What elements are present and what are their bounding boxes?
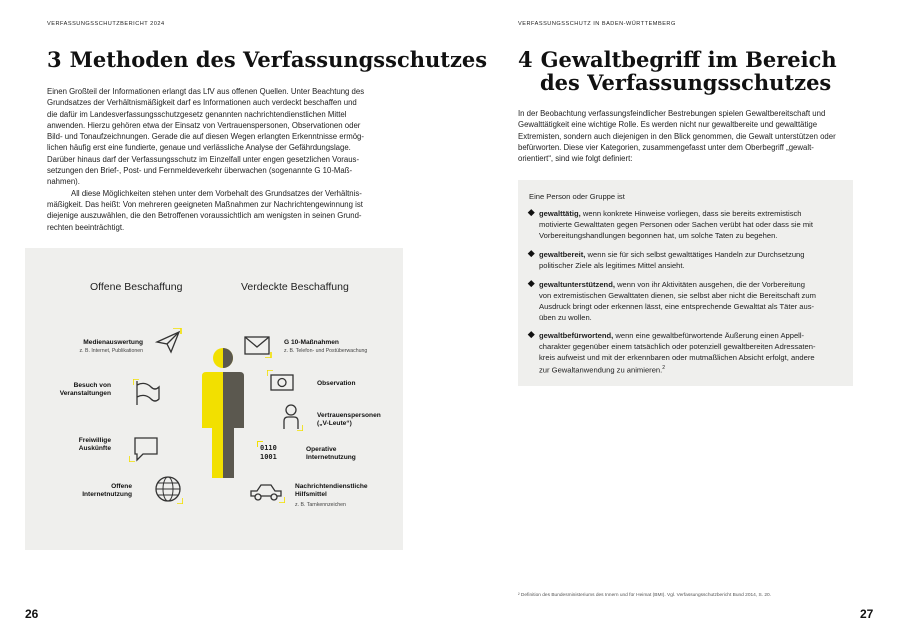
intro-paragraph xyxy=(47,86,392,233)
events-label xyxy=(45,382,111,398)
person-silhouette-icon xyxy=(200,348,246,480)
text-line: Vorbereitungshandlungen begonnen hat, um solche Taten zu begehen. xyxy=(539,231,778,240)
definition-item xyxy=(539,330,839,376)
text-line: Extremisten, sondern auch diejenigen in den Blick genommen, die Gewalt unterstützen oder xyxy=(518,131,836,141)
definition-item xyxy=(539,249,839,271)
text-line: nahmen). xyxy=(47,177,80,187)
text-line: wenn sie für sich selbst gewalttätiges Handeln zur Durchsetzung xyxy=(585,250,805,259)
page-number-right: 27 xyxy=(860,607,874,621)
text-line: Darüber hinaus darf der Verfassungsschutz im Einzelfall unter engen gesetzlichen Voraus- xyxy=(47,154,360,164)
section-title-line: des Verfassungsschutzes xyxy=(540,70,832,95)
label-line: Veranstaltungen xyxy=(59,390,111,398)
text-line: Ausdruck bringt oder erkennen lässt, eine entsprechende Gewalttat als Täter aus- xyxy=(539,302,815,311)
flag-icon xyxy=(133,379,161,407)
covert-procurement-title: Verdeckte Beschaffung xyxy=(241,281,349,293)
text-line: mäßigkeit. Das heißt: Von mehreren geeigneten Maßnahmen zur Nachrichtengewinnung ist xyxy=(47,199,363,209)
section-title: Methoden des Verfassungsschutzes xyxy=(69,47,488,72)
text-line: setzungen den Brief-, Post- und Fernmeldeverkehr überwachen (sogenannte G 10-Maß- xyxy=(47,166,353,176)
text-line: orientiert“, sind wie folgt definiert: xyxy=(518,154,633,164)
text-line: lichen häufig erst eine fundierte, genaue und verlässliche Analyse der Gefährdungslage. xyxy=(47,143,351,153)
text-line: befürworten. Diese vier Kategorien, zusammengefasst unter dem Oberbegriff „gewalt- xyxy=(518,142,814,152)
text-line: All diese Möglichkeiten stehen unter dem Vorbehalt des Grundsatzes der Verhältnis- xyxy=(71,188,362,198)
operative-internet-label xyxy=(306,446,356,462)
bullet-diamond-icon xyxy=(528,250,534,256)
running-header-right: VERFASSUNGSSCHUTZ IN BADEN-WÜRTTEMBERG xyxy=(518,21,676,27)
label-line: Freiwillige xyxy=(78,437,111,444)
camera-icon xyxy=(267,370,297,394)
text-line: rechten beeinträchtigt. xyxy=(47,222,125,232)
bullet-diamond-icon xyxy=(528,331,534,337)
bullet-diamond-icon xyxy=(528,209,534,215)
text-line: politischer Ziele als legitimes Mittel ansieht. xyxy=(539,261,685,270)
footnote-mark: 2 xyxy=(662,365,666,371)
text-line: wenn konkrete Hinweise vorliegen, dass sie bereits extremistisch xyxy=(580,209,802,218)
observation-label: Observation xyxy=(317,380,356,387)
section-heading-4 xyxy=(518,48,837,71)
section-number: 4 xyxy=(518,47,533,72)
definition-term: gewaltbereit, xyxy=(539,250,586,259)
text-line: motivierte Gewalttaten gegen Personen oder Sachen verübt hat oder dass sie mit xyxy=(539,220,813,229)
section-heading-3 xyxy=(47,48,487,71)
text-line: charakter gegenüber einem tatsächlich oder potenziell gewaltbereiten Adressaten- xyxy=(539,342,816,351)
g10-sub: z. B. Telefon- und Postüberwachung xyxy=(284,348,368,354)
text-line: die dafür im Landesverfassungsschutzgesetz genannten nachrichtendienstlichen Mittel xyxy=(47,109,347,119)
code-line: 0110 xyxy=(260,444,277,452)
box-lead: Eine Person oder Gruppe ist xyxy=(529,192,625,201)
definition-item xyxy=(539,279,839,323)
definition-item xyxy=(539,208,839,241)
globe-icon xyxy=(153,474,183,504)
person-icon xyxy=(283,403,303,431)
text-line: üben zu wollen. xyxy=(539,313,592,322)
text-line: In der Beobachtung verfassungsfeindlicher Bestrebungen spielen Gewaltbereitschaft und xyxy=(518,109,826,118)
section-number: 3 xyxy=(47,47,62,72)
text-line: kreis aufweist und mit der erkennbaren oder mutmaßlichen Absicht erfolgt, andere xyxy=(539,353,815,362)
text-line: Einen Großteil der Informationen erlangt das LfV aus offenen Quellen. Unter Beachtung des xyxy=(47,87,365,96)
text-line: von extremistischen Gewalttaten dienen, sie selbst aber nicht die Bereitschaft zum xyxy=(539,291,816,300)
label-line: Auskünfte xyxy=(78,445,111,453)
voluntary-info-label xyxy=(45,437,111,453)
label-line: Hilfsmittel xyxy=(295,491,327,499)
definition-box xyxy=(518,180,853,386)
running-header-left: VERFASSUNGSSCHUTZBERICHT 2024 xyxy=(47,21,165,27)
intel-tools-sub: z. B. Tarnkennzeichen xyxy=(295,502,346,508)
label-line: („V-Leute“) xyxy=(317,420,352,428)
label-line: Nachrichtendienstliche xyxy=(295,483,368,490)
intel-tools-label xyxy=(295,483,368,499)
car-icon xyxy=(249,481,285,503)
text-line: Bild- und Tonaufzeichnungen. Gerade die auf diesen Wegen erlangten Erkenntnisse ermög- xyxy=(47,132,364,142)
label-line: Offene xyxy=(111,483,132,490)
definition-term: gewaltunterstützend, xyxy=(539,280,615,289)
footnote: ² Definition des Bundesministeriums des Innern und für Heimat (BMI). Vgl. Verfassungsschutzbericht Bund 2014, S. 20. xyxy=(518,593,772,598)
label-line: Operative xyxy=(306,446,337,453)
methods-infographic xyxy=(25,248,403,550)
media-analysis-label: Medienauswertung xyxy=(83,339,143,346)
open-procurement-title: Offene Beschaffung xyxy=(90,281,183,293)
trusted-persons-label xyxy=(317,412,381,428)
speech-bubble-icon xyxy=(129,434,161,462)
text-line: diejenige auszuwählen, die den Betroffenen voraussichtlich am wenigsten in seinen Grund- xyxy=(47,211,362,221)
envelope-icon xyxy=(243,334,273,358)
code-line: 1001 xyxy=(260,453,277,461)
definition-term: gewaltbefürwortend, xyxy=(539,331,614,340)
page-number-left: 26 xyxy=(25,607,39,621)
open-internet-label xyxy=(45,483,132,499)
media-analysis-sub: z. B. Internet, Publikationen xyxy=(79,348,143,354)
text-line: Gewalttätigkeit eine wichtige Rolle. Es werden nicht nur gewaltbereite und gewalttätige xyxy=(518,120,818,130)
label-line: Internetnutzung xyxy=(82,491,132,499)
corner-accent xyxy=(257,441,263,447)
label-line: Vertrauenspersonen xyxy=(317,412,381,419)
text-line: Grundsatzes der Verhältnismäßigkeit darf es Informationen auch verdeckt beschaffen und xyxy=(47,98,357,108)
text-line: anwenden. Hierzu gehören etwa der Einsatz von Vertrauenspersonen, Observationen oder xyxy=(47,120,361,130)
definition-term: gewalttätig, xyxy=(539,209,581,218)
bullet-diamond-icon xyxy=(528,280,534,286)
label-line: Internetnutzung xyxy=(306,454,356,462)
section-title-line: Gewaltbegriff im Bereich xyxy=(540,47,837,72)
g10-label: G 10-Maßnahmen xyxy=(284,339,339,346)
text-line: wenn eine gewaltbefürwortende Äußerung einen Appell- xyxy=(613,331,805,340)
paper-plane-icon xyxy=(153,328,183,356)
label-line: Besuch von xyxy=(73,382,111,389)
text-line: zur Gewaltanwendung zu animieren. xyxy=(539,365,663,375)
intro-paragraph-right xyxy=(518,108,858,164)
text-line: wenn von ihr Aktivitäten ausgehen, die der Vorbereitung xyxy=(614,280,805,289)
